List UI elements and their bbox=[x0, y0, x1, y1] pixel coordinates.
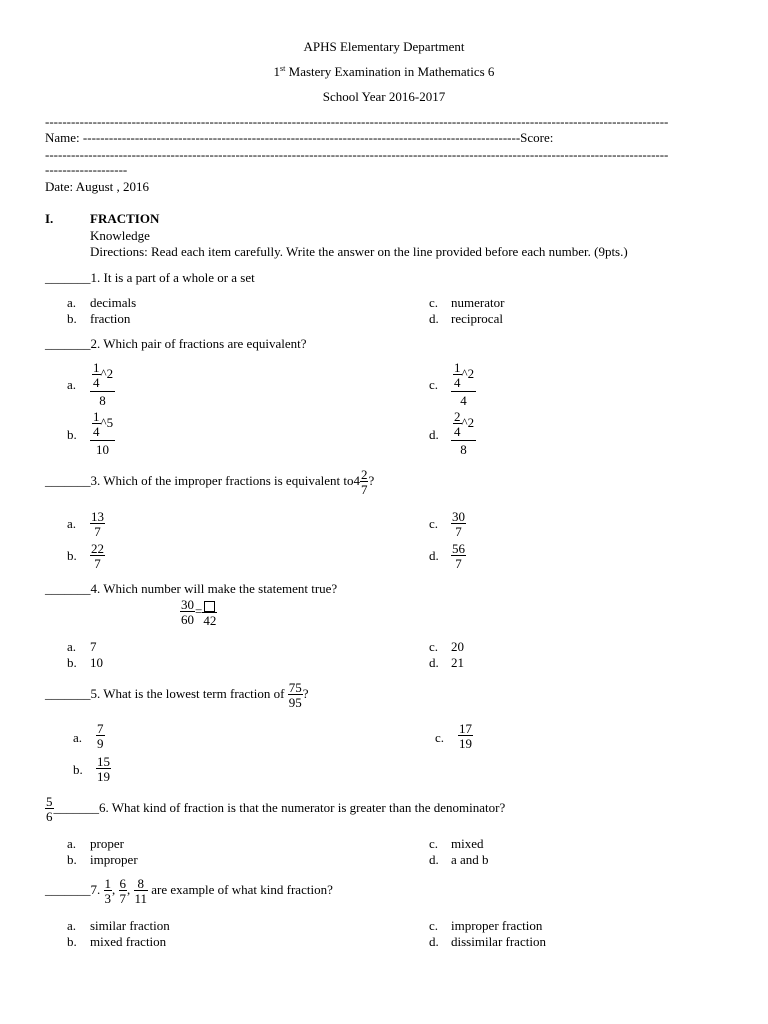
name-row bbox=[45, 131, 723, 144]
exam-title-text: Mastery Examination in Mathematics 6 bbox=[285, 64, 495, 79]
choice-letter: a. bbox=[67, 516, 77, 531]
choice-letter: a. bbox=[67, 639, 77, 654]
choice-a[interactable]: proper bbox=[90, 836, 124, 851]
equation: $\frac{30}{60}$ = 42 bbox=[181, 597, 217, 628]
question-text: 2. Which pair of fractions are equivalent? bbox=[90, 336, 307, 351]
compound-fraction: $\frac{2}{4}$ ^2 8 bbox=[451, 410, 476, 456]
choice-c[interactable] bbox=[451, 361, 476, 407]
choice-letter: b. bbox=[67, 934, 77, 949]
blank-box-icon bbox=[204, 601, 215, 612]
choice-b[interactable]: improper bbox=[90, 852, 138, 867]
choice-letter: c. bbox=[429, 836, 439, 851]
choice-a[interactable] bbox=[90, 361, 115, 407]
compound-fraction: $\frac{1}{4}$ ^5 10 bbox=[90, 410, 115, 456]
answer-blank[interactable]: _______ bbox=[45, 581, 91, 596]
question-7 bbox=[45, 877, 333, 905]
question-2 bbox=[45, 337, 306, 350]
prefix-fraction: $\frac{5}{6}$ bbox=[46, 794, 53, 824]
comma: , bbox=[127, 881, 131, 897]
choice-a[interactable]: 7 bbox=[90, 639, 97, 654]
question-text: 6. What kind of fraction is that the numerator is greater than the denominator? bbox=[99, 799, 506, 815]
directions: Directions: Read each item carefully. Write the answer on the line provided before each number. (9pts.) bbox=[90, 244, 628, 259]
choice-letter: c. bbox=[429, 377, 439, 392]
dash-line-tail: ------------------- bbox=[45, 162, 128, 177]
answer-blank[interactable]: _______ bbox=[53, 799, 99, 815]
choice-c[interactable]: 20 bbox=[451, 639, 464, 654]
exam-ordinal: 1 bbox=[273, 64, 281, 79]
section-number: I. bbox=[45, 211, 54, 226]
fraction: $\frac{6}{7}$ bbox=[119, 876, 126, 906]
choice-letter: b. bbox=[67, 852, 77, 867]
question-4 bbox=[45, 582, 337, 595]
choice-b[interactable]: 10 bbox=[90, 655, 103, 670]
choice-letter: c. bbox=[429, 918, 439, 933]
choice-d[interactable] bbox=[451, 410, 476, 456]
choice-d[interactable]: dissimilar fraction bbox=[451, 934, 546, 949]
answer-blank[interactable]: _______ bbox=[45, 336, 91, 351]
mixed-number-fraction: $\frac{2}{7}$ bbox=[360, 467, 368, 497]
choice-a[interactable]: $\frac{13}{7}$ bbox=[91, 509, 104, 539]
choice-c[interactable]: $\frac{30}{7}$ bbox=[452, 509, 465, 539]
choice-letter: a. bbox=[67, 836, 77, 851]
choice-letter: b. bbox=[67, 655, 77, 670]
question-5 bbox=[45, 681, 309, 709]
comma: , bbox=[112, 881, 116, 897]
question-6 bbox=[45, 795, 505, 823]
choice-letter: c. bbox=[429, 516, 439, 531]
score-label: Score: bbox=[520, 130, 554, 145]
choice-a[interactable]: $\frac{7}{9}$ bbox=[97, 721, 104, 751]
school-name: APHS Elementary Department bbox=[303, 39, 465, 54]
mixed-number-whole: 4 bbox=[353, 472, 360, 488]
choice-letter: c. bbox=[429, 639, 439, 654]
choice-letter: d. bbox=[429, 311, 439, 326]
choice-c[interactable]: $\frac{17}{19}$ bbox=[459, 721, 472, 751]
question-mark: ? bbox=[302, 685, 309, 701]
choice-letter: a. bbox=[67, 377, 77, 392]
answer-blank[interactable]: _______ bbox=[45, 270, 91, 285]
choice-letter: a. bbox=[73, 730, 83, 745]
compound-fraction: $\frac{1}{4}$ ^2 4 bbox=[451, 361, 476, 407]
question-text: are example of what kind fraction? bbox=[148, 881, 333, 897]
question-text: 1. It is a part of a whole or a set bbox=[90, 270, 255, 285]
school-year: School Year 2016-2017 bbox=[322, 89, 446, 104]
question-text: 3. Which of the improper fractions is equivalent to bbox=[90, 472, 354, 488]
choice-b[interactable]: $\frac{15}{19}$ bbox=[97, 754, 110, 784]
choice-c[interactable]: mixed bbox=[451, 836, 484, 851]
answer-blank[interactable]: _______ bbox=[45, 881, 91, 897]
choice-letter: d. bbox=[429, 852, 439, 867]
choice-a[interactable]: decimals bbox=[90, 295, 137, 310]
choice-a[interactable]: similar fraction bbox=[90, 918, 170, 933]
choice-d[interactable]: reciprocal bbox=[451, 311, 503, 326]
exam-ordinal-suffix: st bbox=[280, 64, 286, 73]
question-text: 5. What is the lowest term fraction of bbox=[90, 685, 288, 701]
question-number: 7. bbox=[90, 881, 101, 897]
fraction: $\frac{8}{11}$ bbox=[134, 876, 148, 906]
choice-letter: c. bbox=[429, 295, 439, 310]
choice-letter: b. bbox=[67, 311, 77, 326]
choice-letter: c. bbox=[435, 730, 445, 745]
choice-letter: d. bbox=[429, 548, 439, 563]
choice-b[interactable]: mixed fraction bbox=[90, 934, 167, 949]
choice-letter: d. bbox=[429, 427, 439, 442]
dash-line: ------------------------------------------------------------------------------------------------------------------------------------------------ bbox=[45, 148, 669, 161]
compound-fraction: $\frac{1}{4}$ ^2 8 bbox=[90, 361, 115, 407]
choice-letter: b. bbox=[67, 427, 77, 442]
exam-title bbox=[0, 65, 768, 78]
choice-letter: d. bbox=[429, 655, 439, 670]
section-title: FRACTION bbox=[90, 211, 160, 226]
date-field[interactable]: Date: August , 2016 bbox=[45, 179, 149, 194]
question-mark: ? bbox=[368, 472, 375, 488]
dash-line: ------------------------------------------------------------------------------------------------------------------------------------------------ bbox=[45, 115, 669, 128]
choice-d[interactable]: $\frac{56}{7}$ bbox=[452, 541, 465, 571]
choice-d[interactable]: a and b bbox=[451, 852, 489, 867]
choice-letter: b. bbox=[67, 548, 77, 563]
choice-letter: a. bbox=[67, 918, 77, 933]
choice-letter: d. bbox=[429, 934, 439, 949]
question-3 bbox=[45, 468, 374, 496]
question-text: 4. Which number will make the statement true? bbox=[90, 581, 338, 596]
choice-letter: b. bbox=[73, 762, 83, 777]
choice-b[interactable]: $\frac{22}{7}$ bbox=[91, 541, 104, 571]
answer-blank[interactable]: _______ bbox=[45, 472, 91, 488]
name-label: Name: bbox=[45, 130, 83, 145]
section-subtitle: Knowledge bbox=[90, 228, 150, 243]
question-1 bbox=[45, 271, 255, 284]
choice-b[interactable]: fraction bbox=[90, 311, 131, 326]
answer-blank[interactable]: _______ bbox=[45, 685, 91, 701]
choice-d[interactable]: 21 bbox=[451, 655, 464, 670]
fraction: $\frac{1}{3}$ bbox=[104, 876, 111, 906]
choice-b[interactable] bbox=[90, 410, 115, 456]
choice-letter: a. bbox=[67, 295, 77, 310]
choice-c[interactable]: numerator bbox=[451, 295, 505, 310]
fraction: $\frac{75}{95}$ bbox=[288, 680, 302, 710]
name-field[interactable]: ----------------------------------------------------------------------------------------------------- bbox=[82, 130, 521, 145]
choice-c[interactable]: improper fraction bbox=[451, 918, 543, 933]
